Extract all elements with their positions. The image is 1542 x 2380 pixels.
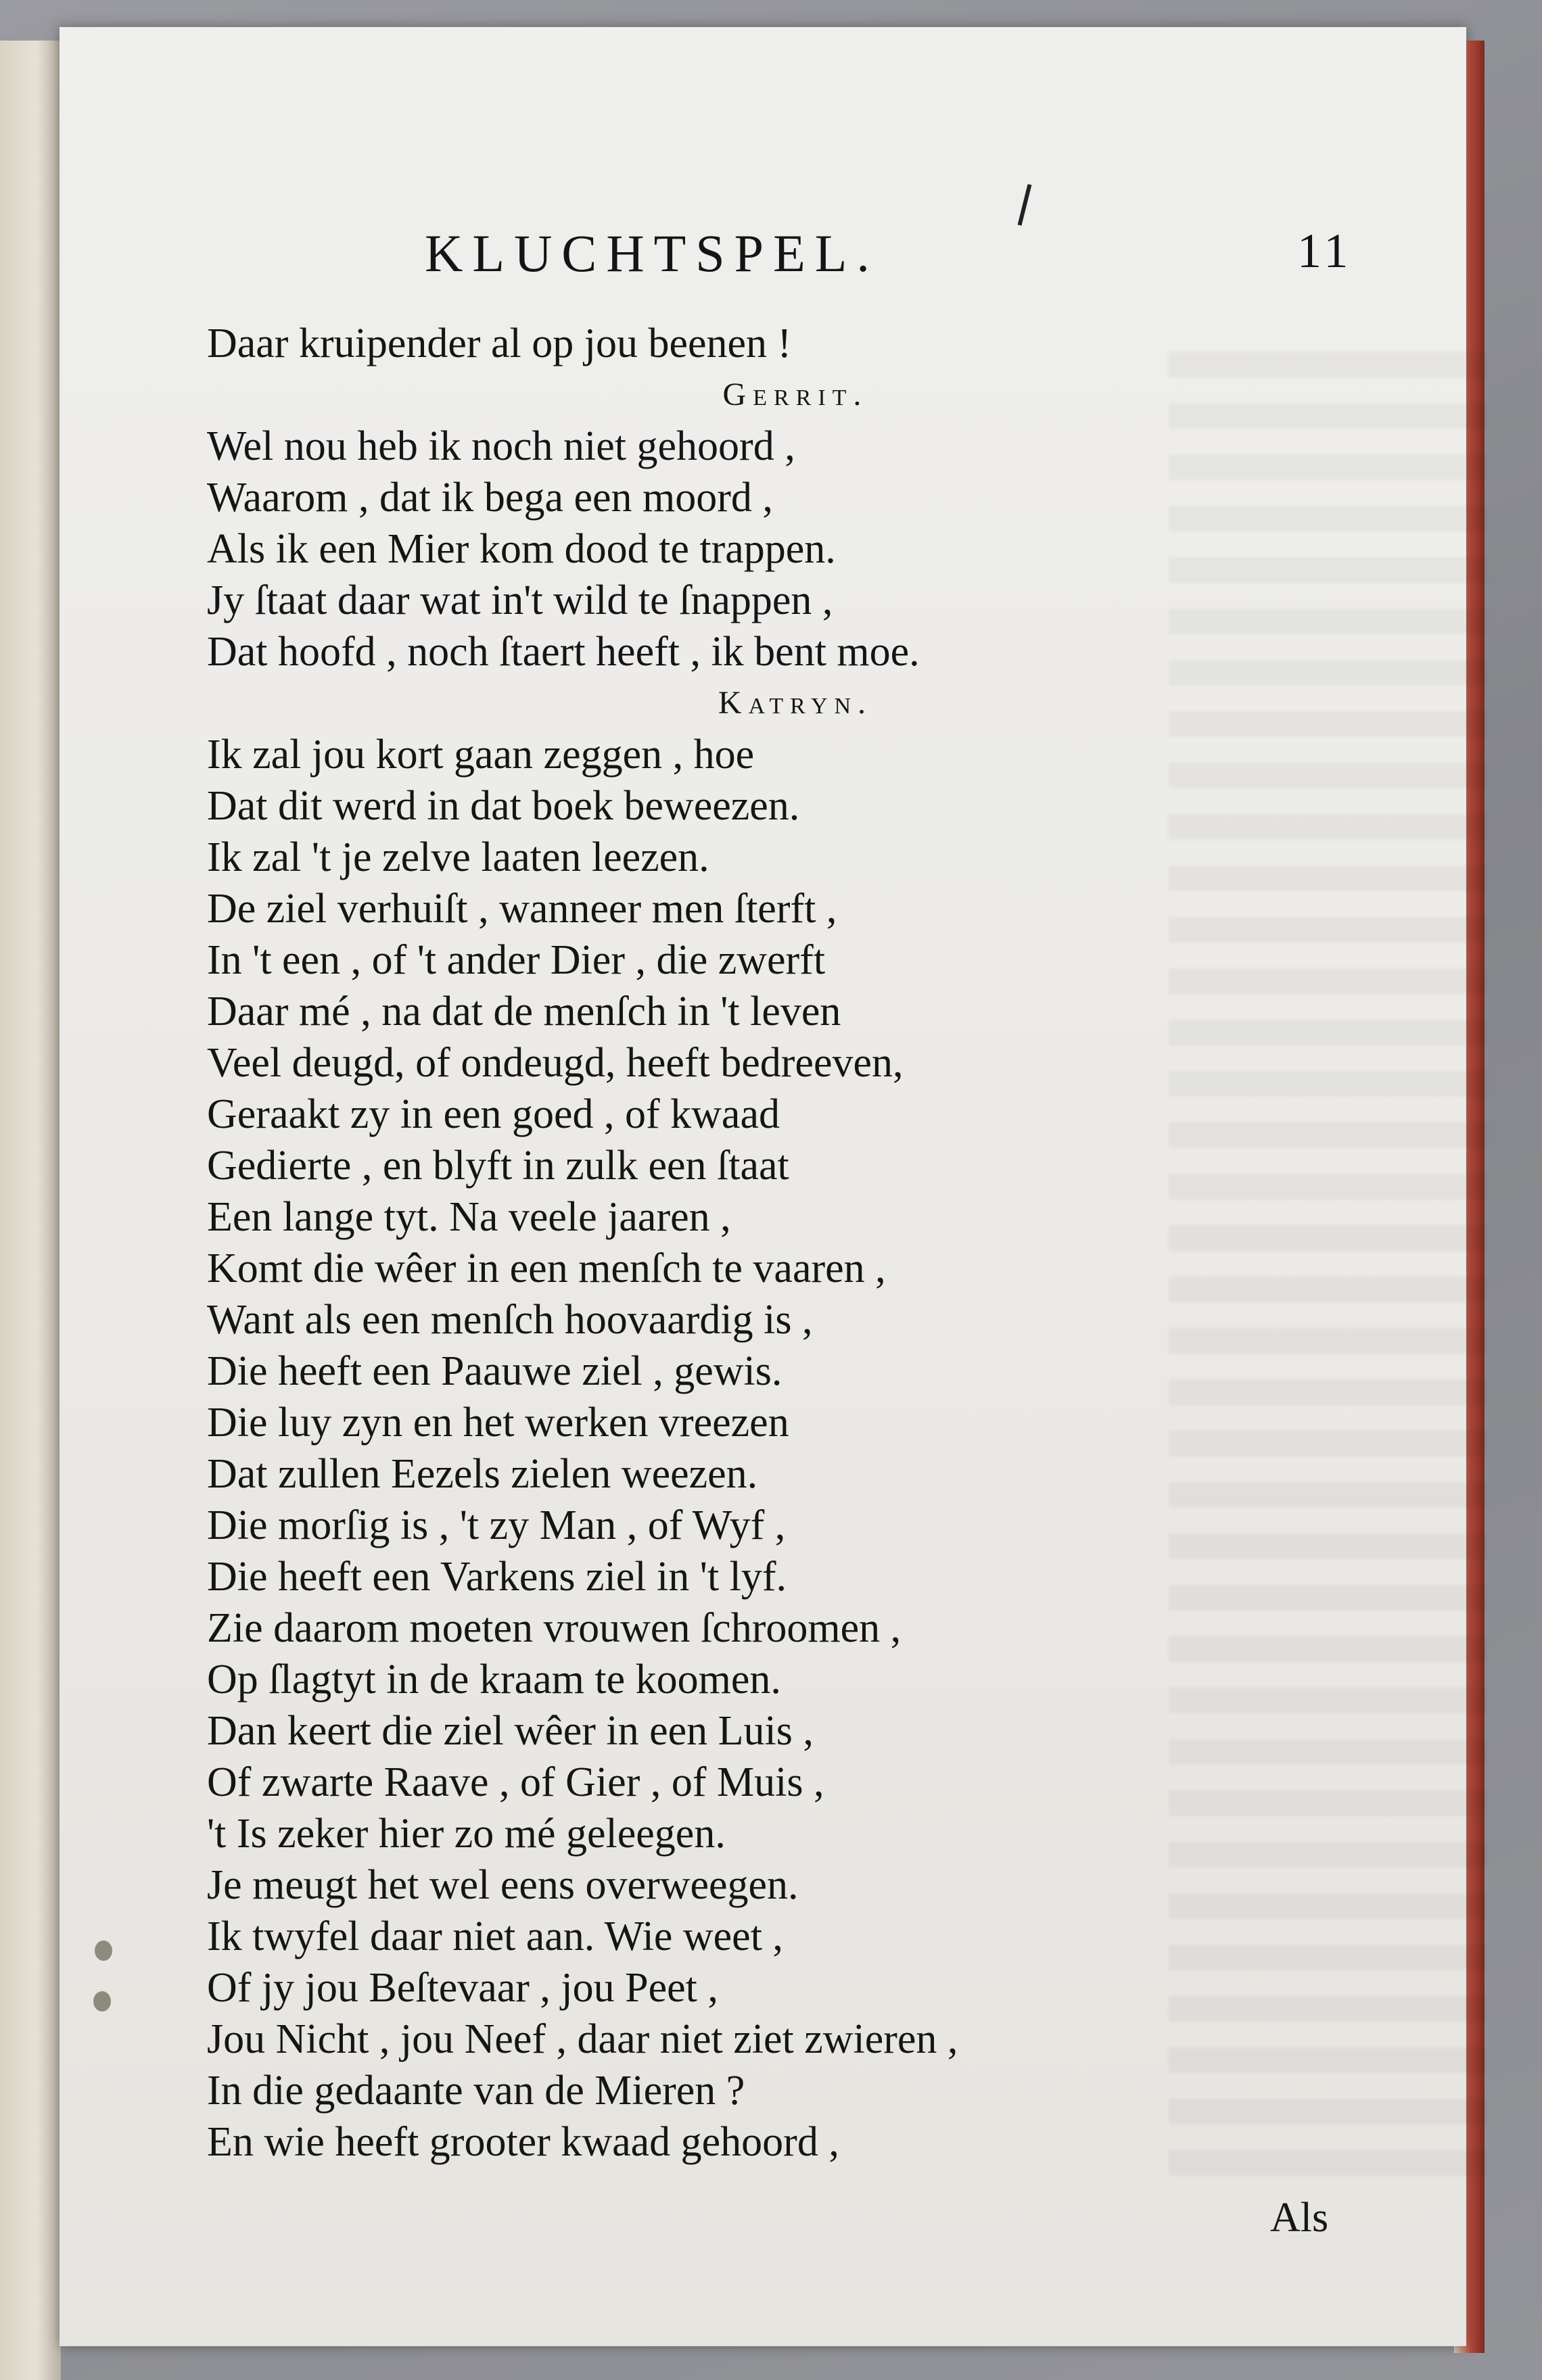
verse-line: Daar mé , na dat de menſch in 't leven [207, 989, 841, 1034]
verse-line: Dat hoofd , noch ſtaert heeft , ik bent moe. [207, 629, 920, 675]
catchword: Als [1270, 2195, 1329, 2241]
verse-line: Komt die wêer in een menſch te vaaren , [207, 1245, 886, 1291]
verse-text [207, 318, 1221, 2168]
verse-line: Jou Nicht , jou Neef , daar niet ziet zwieren , [207, 2016, 958, 2062]
verse-line: Dat zullen Eezels zielen weezen. [207, 1451, 758, 1497]
verse-line: Of zwarte Raave , of Gier , of Muis , [207, 1759, 824, 1805]
verse-line: Of jy jou Beſtevaar , jou Peet , [207, 1965, 718, 2011]
page-header [60, 223, 1466, 298]
verse-line: In die gedaante van de Mieren ? [207, 2068, 745, 2114]
facing-page-edge [0, 41, 61, 2380]
verse-line: Waarom , dat ik bega een moord , [207, 475, 773, 521]
verse-line: Want als een menſch hoovaardig is , [207, 1297, 813, 1343]
book-page [60, 27, 1466, 2346]
verse-line: Jy ſtaat daar wat in't wild te ſnappen , [207, 577, 833, 623]
verse-line: Op ſlagtyt in de kraam te koomen. [207, 1657, 781, 1703]
verse-line: Veel deugd, of ondeugd, heeft bedreeven, [207, 1040, 904, 1086]
verse-line: Gedierte , en blyft in zulk een ſtaat [207, 1143, 789, 1189]
verse-line: Een lange tyt. Na veele jaaren , [207, 1194, 731, 1240]
speaker-name: Gerrit. [722, 377, 868, 412]
pen-mark [1018, 184, 1032, 226]
verse-line: Als ik een Mier kom dood te trappen. [207, 526, 836, 572]
verse-line: Geraakt zy in een goed , of kwaad [207, 1091, 780, 1137]
verse-line: Die heeft een Paauwe ziel , gewis. [207, 1348, 782, 1394]
binding-hole [93, 1991, 111, 2012]
verse-line: Dan keert die ziel wêer in een Luis , [207, 1708, 814, 1754]
verse-line: Die morſig is , 't zy Man , of Wyf , [207, 1502, 786, 1548]
verse-line: Je meugt het wel eens overweegen. [207, 1862, 799, 1908]
verse-line: Die heeft een Varkens ziel in 't lyf. [207, 1554, 787, 1600]
verse-line: Die luy zyn en het werken vreezen [207, 1400, 789, 1446]
verse-line: Dat dit werd in dat boek beweezen. [207, 783, 800, 829]
verse-line: Ik zal jou kort gaan zeggen , hoe [207, 732, 755, 778]
running-title: KLUCHTSPEL. [425, 224, 879, 283]
speaker-name: Katryn. [718, 685, 873, 721]
binding-hole [95, 1941, 112, 1961]
verse-line: Ik twyfel daar niet aan. Wie weet , [207, 1913, 783, 1959]
verse-line: Wel nou heb ik noch niet gehoord , [207, 423, 795, 469]
page-number: 11 [1297, 224, 1353, 278]
verse-line: In 't een , of 't ander Dier , die zwerft [207, 937, 826, 983]
verse-line: Ik zal 't je zelve laaten leezen. [207, 834, 709, 880]
verse-line: En wie heeft grooter kwaad gehoord , [207, 2119, 839, 2165]
verse-line: 't Is zeker hier zo mé geleegen. [207, 1811, 726, 1857]
verse-line: Zie daarom moeten vrouwen ſchroomen , [207, 1605, 902, 1651]
verse-line: De ziel verhuiſt , wanneer men ſterft , [207, 886, 837, 932]
verse-line: Daar kruipender al op jou beenen ! [207, 320, 792, 366]
